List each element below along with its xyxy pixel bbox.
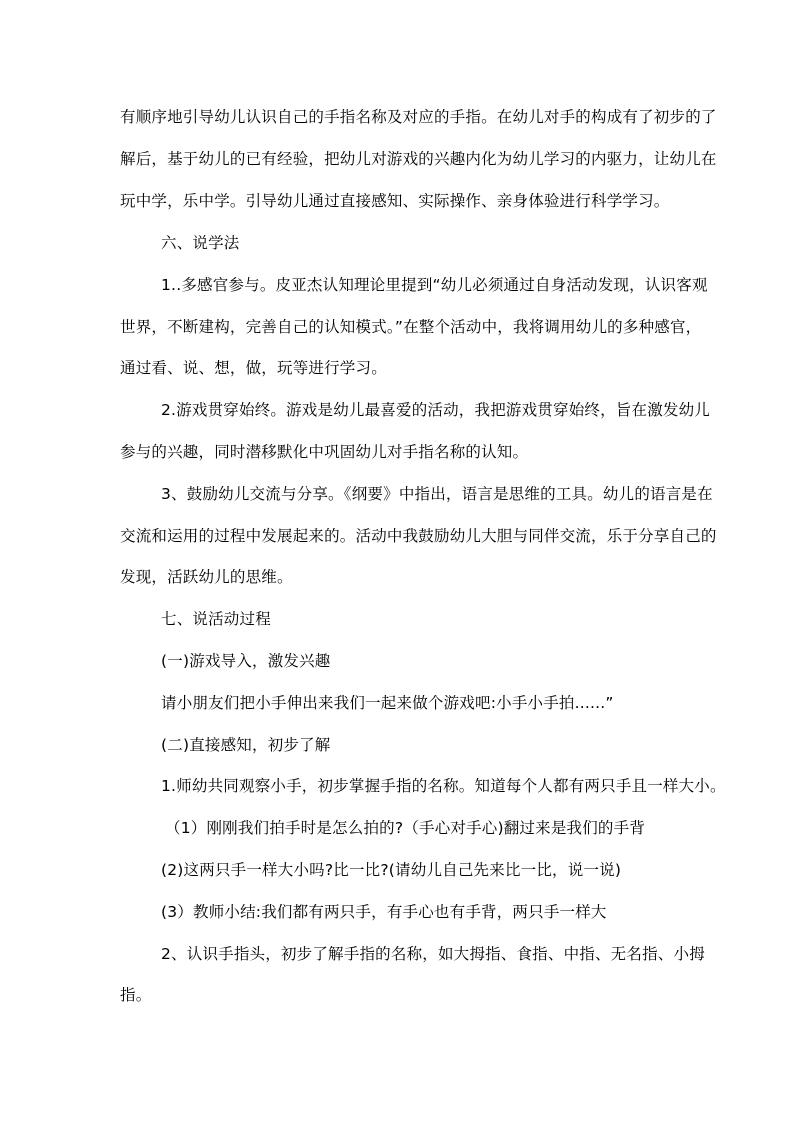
text-line: 解后，基于幼儿的已有经验，把幼儿对游戏的兴趣内化为幼儿学习的内驱力，让幼儿在 (120, 150, 717, 168)
text-line: 指。 (120, 986, 152, 1004)
section-heading: 六、说学法 (161, 234, 240, 252)
text-line: 交流和运用的过程中发展起来的。活动中我鼓励幼儿大胆与同伴交流，乐于分享自己的 (120, 527, 717, 545)
text-line: 3、鼓励幼儿交流与分享。《纲要》中指出，语言是思维的工具。幼儿的语言是在 (161, 485, 713, 503)
text-line: 1.师幼共同观察小手，初步掌握手指的名称。知道每个人都有两只手且一样大小。 (161, 777, 726, 795)
text-line: 有顺序地引导幼儿认识自己的手指名称及对应的手指。在幼儿对手的构成有了初步的了 (120, 108, 717, 126)
text-line: 2.游戏贯穿始终。游戏是幼儿最喜爱的活动，我把游戏贯穿始终，旨在激发幼儿 (161, 401, 710, 419)
text-line: 请小朋友们把小手伸出来我们一起来做个游戏吧:小手小手拍......” (161, 694, 614, 712)
text-line: (3）教师小结:我们都有两只手，有手心也有手背，两只手一样大 (161, 903, 607, 921)
section-heading: 七、说活动过程 (161, 610, 271, 628)
text-line: 世界，不断建构，完善自己的认知模式。”在整个活动中，我将调用幼儿的多种感官， (120, 318, 702, 336)
text-line: 1..多感官参与。皮亚杰认知理论里提到“幼儿必须通过自身活动发现，认识客观 (161, 276, 708, 294)
subsection-heading: (二)直接感知，初步了解 (161, 736, 331, 754)
text-line: 2、认识手指头，初步了解手指的名称，如大拇指、食指、中指、无名指、小拇 (161, 945, 705, 963)
text-line: 发现，活跃幼儿的思维。 (120, 568, 293, 586)
subsection-heading: (一)游戏导入，激发兴趣 (161, 652, 331, 670)
text-line: 通过看、说、想，做，玩等进行学习。 (120, 359, 387, 377)
text-line: （1）刚刚我们拍手时是怎么拍的?（手心对手心)翻过来是我们的手背 (165, 819, 646, 837)
text-line: (2)这两只手一样大小吗?比一比?(请幼儿自己先来比一比，说一说) (161, 861, 622, 879)
text-line: 玩中学，乐中学。引导幼儿通过直接感知、实际操作、亲身体验进行科学学习。 (120, 192, 670, 210)
text-line: 参与的兴趣，同时潜移默化中巩固幼儿对手指名称的认知。 (120, 443, 529, 461)
